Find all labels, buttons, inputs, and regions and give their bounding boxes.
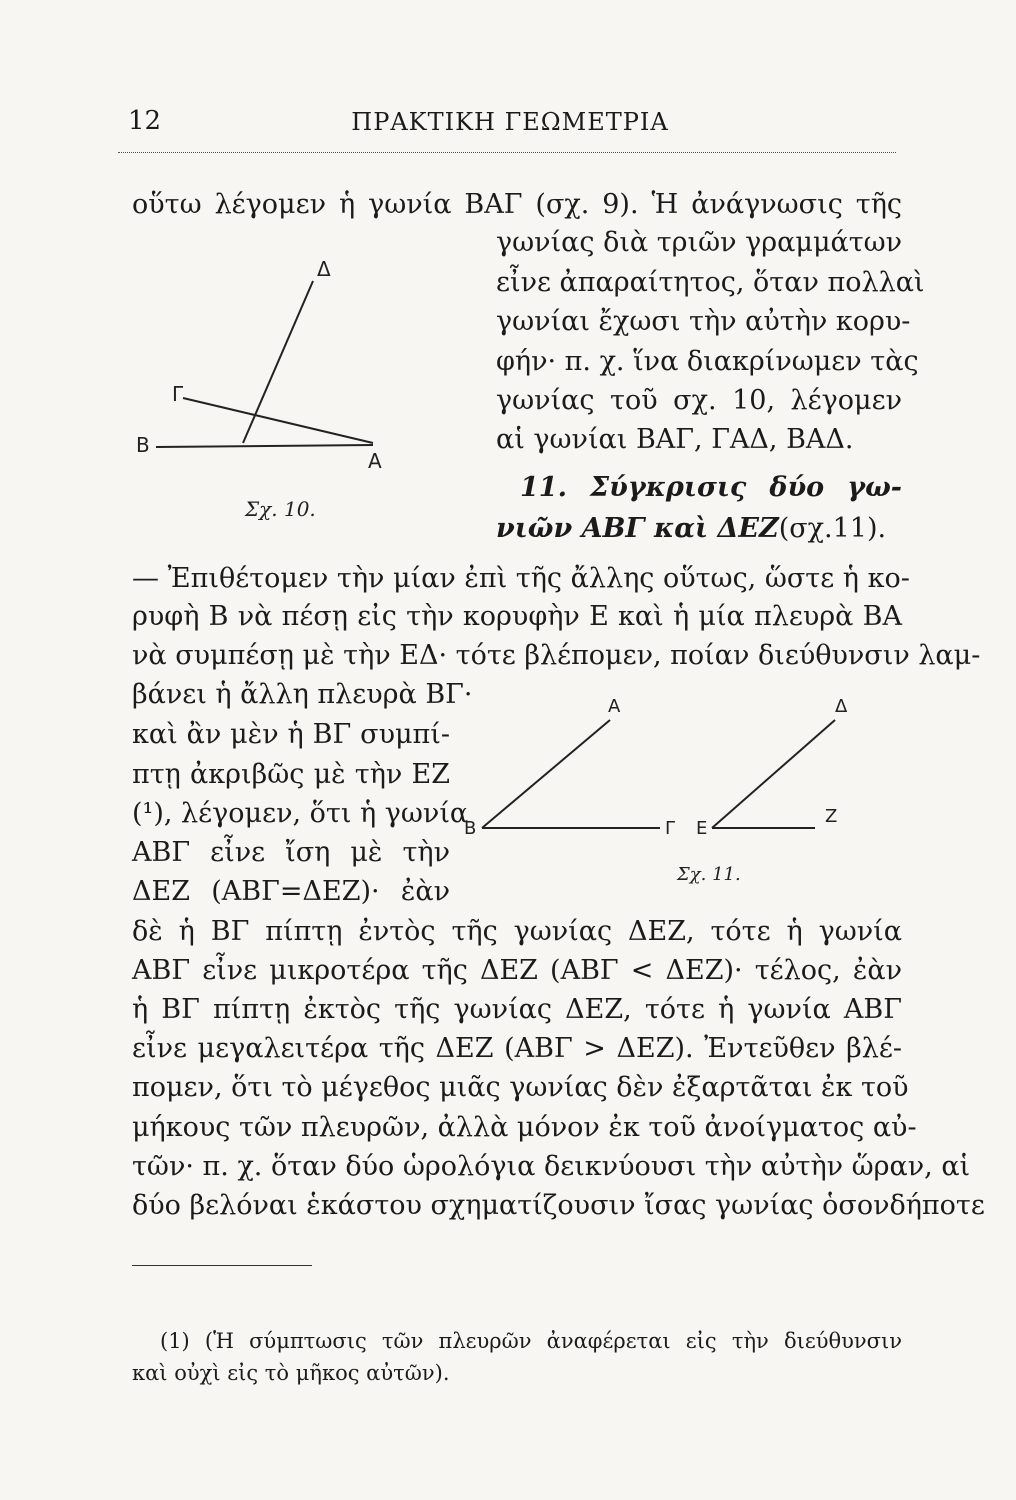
- label-delta: Δ: [317, 257, 331, 281]
- section-heading-ref: (σχ.11).: [778, 513, 887, 544]
- label-gamma: Γ: [172, 382, 184, 406]
- text-line: καὶ ἂν μὲν ἡ ΒΓ συμπί-: [132, 719, 450, 750]
- text-line: πομεν, ὅτι τὸ μέγεθος μιᾶς γωνίας δὲν ἐξαρτᾶται ἐκ τοῦ: [132, 1072, 909, 1103]
- text-line: γωνίαι ἔχωσι τὴν αὐτὴν κορυ-: [496, 306, 911, 337]
- text-line: μήκους τῶν πλευρῶν, ἀλλὰ μόνον ἐκ τοῦ ἀνοίγματος αὐ-: [132, 1112, 917, 1143]
- label-alpha: Α: [368, 449, 382, 473]
- text-line: γωνίας διὰ τριῶν γραμμάτων: [496, 227, 903, 258]
- section-heading-cont: [496, 510, 902, 548]
- text-line: ρυφὴ Β νὰ πέσῃ εἰς τὴν κορυφὴν Ε καὶ ἡ μία πλευρὰ ΒΑ: [132, 601, 902, 632]
- text-line: αἱ γωνίαι ΒΑΓ, ΓΑΔ, ΒΑΔ.: [496, 424, 854, 455]
- label-gamma: Γ: [665, 818, 676, 839]
- ray-ab: [156, 445, 373, 447]
- text-line: οὕτω λέγομεν ἡ γωνία ΒΑΓ (σχ. 9). Ἡ ἀνάγνωσις τῆς: [132, 189, 902, 220]
- running-title: ΠΡΑΚΤΙΚΗ ΓΕΩΜΕΤΡΙΑ: [351, 108, 669, 136]
- label-zeta: Ζ: [825, 806, 838, 827]
- text-line: πτῃ ἀκριβῶς μὲ τὴν ΕΖ: [132, 759, 450, 790]
- text-line: ΔΕΖ (ΑΒΓ=ΔΕΖ)· ἐὰν: [132, 876, 450, 907]
- footnote-line: (1) (Ἡ σύμπτωσις τῶν πλευρῶν ἀναφέρεται εἰς τὴν διεύθυνσιν: [160, 1329, 902, 1353]
- text-line: τῶν· π. χ. ὅταν δύο ὡρολόγια δεικνύουσι τὴν αὐτὴν ὥραν, αἱ: [132, 1151, 971, 1182]
- text-line: ἡ ΒΓ πίπτῃ ἐκτὸς τῆς γωνίας ΔΕΖ, τότε ἡ γωνία ΑΒΓ: [132, 994, 902, 1025]
- figure-11-caption: Σχ. 11.: [677, 864, 741, 885]
- text-line: δύο βελόναι ἑκάστου σχηματίζουσιν ἴσας γωνίας ὁσονδήποτε: [132, 1190, 985, 1221]
- figure-10: [130, 248, 430, 528]
- text-line: γωνίας τοῦ σχ. 10, λέγομεν: [496, 385, 902, 416]
- figure-10-caption: Σχ. 10.: [245, 497, 316, 521]
- header-rule: [118, 152, 896, 153]
- text-line: ΑΒΓ εἶνε μικροτέρα τῆς ΔΕΖ (ΑΒΓ < ΔΕΖ)· τέλος, ἐὰν: [132, 955, 902, 986]
- section-heading-text: νιῶν ΑΒΓ καὶ ΔΕΖ: [496, 513, 779, 544]
- page-header: [128, 100, 892, 140]
- text-line: φήν· π. χ. ἵνα διακρίνωμεν τὰς: [496, 346, 919, 377]
- label-beta: Β: [136, 433, 150, 457]
- section-heading: 11. Σύγκρισις δύο γω-: [520, 472, 902, 503]
- text-line: — Ἐπιθέτομεν τὴν μίαν ἐπὶ τῆς ἄλλης οὕτως, ὥστε ἡ κο-: [132, 563, 910, 594]
- footnote-line: καὶ οὐχὶ εἰς τὸ μῆκος αὐτῶν).: [132, 1361, 450, 1385]
- ray-ba: [482, 720, 610, 828]
- ray-ag: [183, 398, 373, 443]
- ray-ad: [243, 281, 313, 443]
- label-delta: Δ: [835, 696, 848, 717]
- text-line: βάνει ἡ ἄλλη πλευρὰ ΒΓ·: [132, 679, 473, 710]
- text-line: δὲ ἡ ΒΓ πίπτῃ ἐντὸς τῆς γωνίας ΔΕΖ, τότε ἡ γωνία: [132, 916, 902, 947]
- label-beta: Β: [464, 818, 477, 839]
- page-number: 12: [128, 106, 162, 136]
- figure-11: [460, 690, 900, 895]
- text-line: (¹), λέγομεν, ὅτι ἡ γωνία: [132, 798, 469, 829]
- footnote-rule: [132, 1265, 312, 1266]
- label-epsilon: Ε: [696, 818, 708, 839]
- ray-ed: [712, 720, 838, 828]
- text-line: εἶνε ἀπαραίτητος, ὅταν πολλαὶ: [496, 267, 925, 298]
- label-alpha: Α: [608, 696, 621, 717]
- text-line: νὰ συμπέσῃ μὲ τὴν ΕΔ· τότε βλέπομεν, ποίαν διεύθυνσιν λαμ-: [132, 640, 981, 671]
- text-line: εἶνε μεγαλειτέρα τῆς ΔΕΖ (ΑΒΓ > ΔΕΖ). Ἐντεῦθεν βλέ-: [132, 1033, 902, 1064]
- text-line: ΑΒΓ εἶνε ἴση μὲ τὴν: [132, 837, 450, 868]
